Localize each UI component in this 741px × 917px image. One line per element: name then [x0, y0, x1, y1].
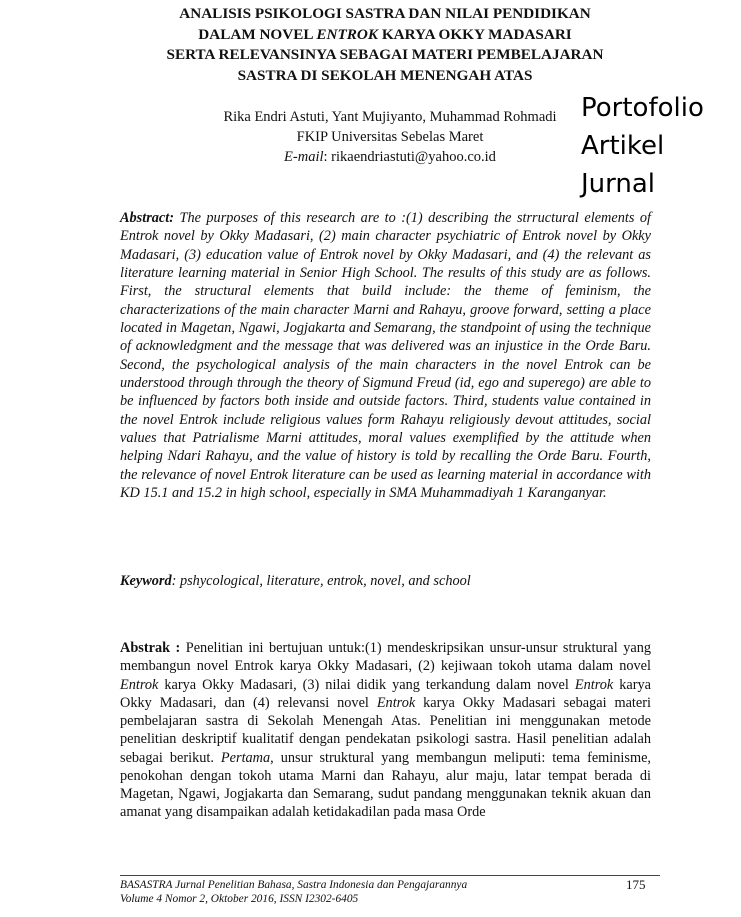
page-footer — [120, 878, 660, 906]
author-block — [150, 107, 630, 167]
author-email — [150, 147, 630, 167]
title-novel-name: ENTROK — [316, 25, 379, 43]
footer-journal: BASASTRA Jurnal Penelitian Bahasa, Sastra Indonesia dan Pengajarannya — [120, 879, 468, 891]
author-affiliation: FKIP Universitas Sebelas Maret — [296, 129, 484, 145]
paper-title — [110, 4, 660, 86]
email-value: : rikaendriastuti@yahoo.co.id — [323, 149, 496, 165]
title-line-2: DALAM NOVEL ENTROK KARYA OKKY MADASARI — [198, 25, 572, 43]
abstract-id-heading: Abstrak : — [120, 640, 181, 656]
keyword-text: : pshycological, literature, entrok, novel, and school — [171, 573, 471, 589]
email-label: E-mail — [284, 149, 324, 165]
abstract-en-heading: Abstract: — [120, 210, 175, 226]
abstract-indonesian: Abstrak : Penelitian ini bertujuan untuk:(1) mendeskripsikan unsur-unsur struktural yang membangun novel Entrok karya Okky Madasari, (2) kejiwaan tokoh utama dalam novel Entrok karya Okky Madasari, (3) nilai didik yang terkandung dalam novel Entrok karya Okky Madasari, dan (4) relevansi novel Entrok karya Okky Madasari sebagai materi pembelajaran sastra di Sekolah Menengah Atas. Penelitian ini menggunakan metode penelitian deskriptif kualitatif dengan pendekatan psikologi sastra. Hasil penelitian adalah sebagai berikut. Pertama, unsur struktural yang membangun meliputi: tema feminisme, penokohan dengan tokoh utama Marni dan Rahayu, alur maju, latar tempat berada di Magetan, Ngawi, Jogjakarta dan Semarang, sudut pandang menggunakan teknik akuan dan amanat yang disampaikan adalah ketidakadilan pada masa Orde — [120, 640, 651, 821]
keywords — [120, 572, 651, 590]
footer-volume: Volume 4 Nomor 2, Oktober 2016, ISSN I2302-6405 — [120, 893, 359, 905]
abstract-en-text: The purposes of this research are to :(1) describing the strructural elements of Entrok novel by Okky Madasari, (2) main character psychiatric of Entrok novel by Okky Madasari, (3) education value of Entrok novel by Okky Madasari, and (4) the relevant as literature learning material in Senior High School. The results of this study are as follows. First, the structural elements that build include: the theme of feminism, the characterizations of the main character Marni and Rahayu, groove forward, setting a place located in Magetan, Ngawi, Jogjakarta and Semarang, the standpoint of using the technique of acknowledgment and the message that was delivered was an injustice in the Orde Baru. Second, the psychological analysis of the main characters in the novel Entrok can be understood through through the theory of Sigmund Freud (id, ego and superego) are able to be influenced by factors both inside and outside factors. Third, students value contained in the novel Entrok include religious values form Rahayu religiously devout attitudes, social values that Patrialisme Marni attitudes, moral values exemplified by the attitude when helping Ndari Rahayu, and the value of history is told by recalling the Orde Baru. Fourth, the relevance of novel Entrok literature can be used as learning material in accordance with KD 15.1 and 15.2 in high school, especially in SMA Muhammadiyah 1 Karanganyar. — [120, 210, 651, 502]
portfolio-stamp — [581, 89, 704, 203]
stamp-line-1: Portofolio — [581, 93, 704, 123]
author-names: Rika Endri Astuti, Yant Mujiyanto, Muhammad Rohmadi — [223, 109, 557, 125]
title-line-4: SASTRA DI SEKOLAH MENENGAH ATAS — [237, 66, 533, 84]
title-line-1: ANALISIS PSIKOLOGI SASTRA DAN NILAI PENDIDIKAN — [179, 5, 591, 22]
keyword-heading: Keyword — [120, 573, 172, 589]
title-line-3: SERTA RELEVANSINYA SEBAGAI MATERI PEMBELAJARAN — [166, 46, 604, 63]
abstract-english — [120, 209, 651, 503]
page-number: 175 — [626, 877, 646, 892]
stamp-line-2: Artikel — [581, 131, 665, 161]
stamp-line-3: Jurnal — [581, 169, 656, 199]
footer-divider — [120, 875, 660, 876]
